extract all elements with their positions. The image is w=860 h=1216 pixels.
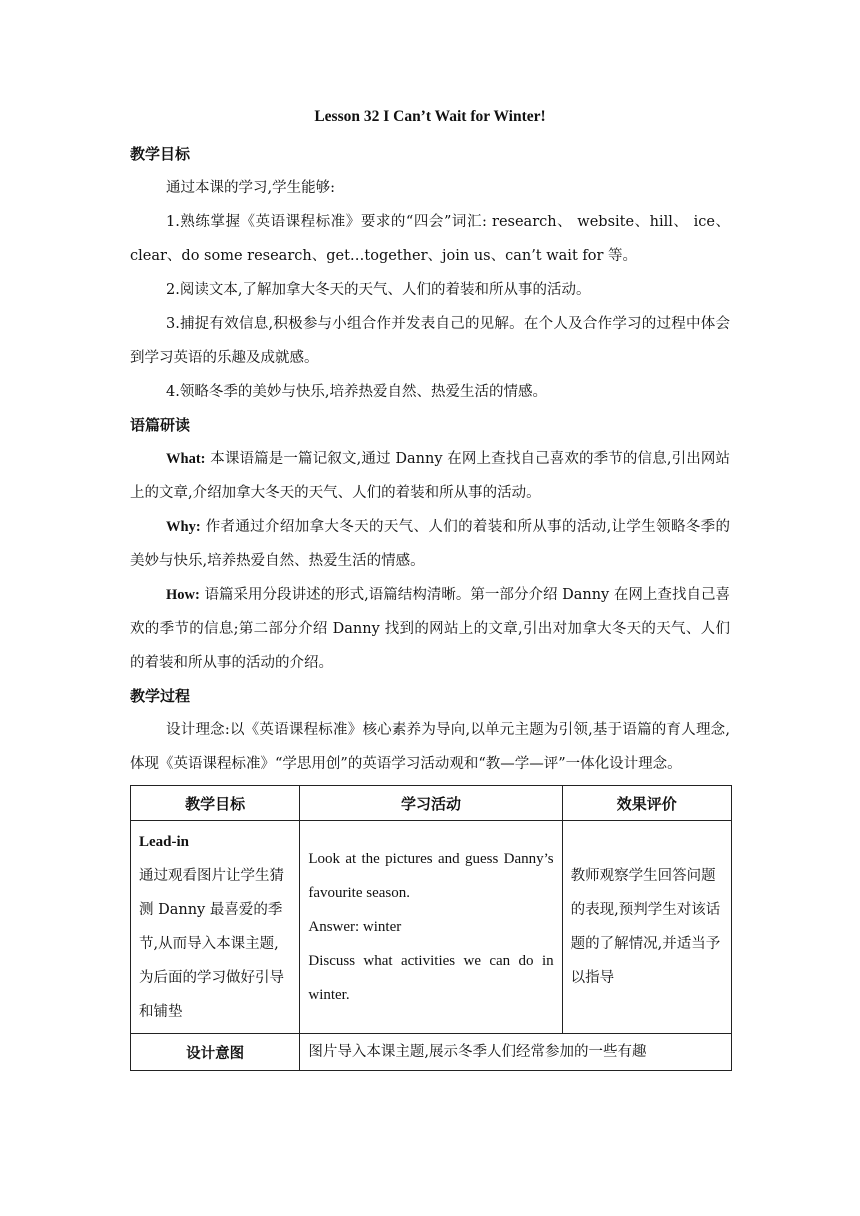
row1-goal-text: 通过观看图片让学生猜测 Danny 最喜爱的季节,从而导入本课主题,为后面的学习做好引导和铺垫 (139, 868, 284, 1020)
analysis-how (130, 578, 730, 680)
section-heading-process: 教学过程 (130, 687, 191, 705)
design-concept: 设计理念:以《英语课程标准》核心素养为导向,以单元主题为引领,基于语篇的育人理念,体现《英语课程标准》“学思用创”的英语学习活动观和“教—学—评”一体化设计理念。 (130, 722, 730, 772)
row1-activity-1: Look at the pictures and guess Danny’s favourite season. (308, 851, 554, 901)
how-label: How: (166, 587, 200, 603)
goals-intro: 通过本课的学习,学生能够: (166, 180, 335, 196)
row1-evaluation-cell (562, 821, 731, 1034)
what-text: 本课语篇是一篇记叙文,通过 Danny 在网上查找自己喜欢的季节的信息,引出网站上的文章,介绍加拿大冬天的天气、人们的着装和所从事的活动。 (130, 451, 730, 501)
row1-goal-title: Lead-in (139, 834, 190, 850)
section-heading-analysis: 语篇研读 (130, 416, 191, 434)
analysis-what (130, 442, 730, 510)
what-label: What: (166, 451, 206, 467)
row1-activity-cell (300, 821, 562, 1034)
goal-item-2: 2.阅读文本,了解加拿大冬天的天气、人们的着装和所从事的活动。 (166, 282, 591, 298)
row2-text: 图片导入本课主题,展示冬季人们经常参加的一些有趣 (300, 1034, 732, 1071)
lesson-plan-table (130, 785, 732, 1071)
table-row (131, 821, 732, 1034)
analysis-why (130, 510, 730, 578)
row2-label: 设计意图 (131, 1034, 300, 1071)
section-heading-goals: 教学目标 (130, 145, 191, 163)
why-text: 作者通过介绍加拿大冬天的天气、人们的着装和所从事的活动,让学生领略冬季的美妙与快乐,培养热爱自然、热爱生活的情感。 (130, 519, 730, 569)
header-goals: 教学目标 (131, 786, 300, 821)
row1-goal-cell (131, 821, 300, 1034)
table-header-row (131, 786, 732, 821)
document-content (130, 106, 730, 1071)
table-row (131, 1034, 732, 1071)
goal-item-1: 1.熟练掌握《英语课程标准》要求的“四会”词汇: research、 website、hill、 ice、clear、do some research、get…together、join us、can’t wait for 等。 (130, 214, 730, 264)
header-activities: 学习活动 (300, 786, 562, 821)
goal-item-3: 3.捕捉有效信息,积极参与小组合作并发表自己的见解。在个人及合作学习的过程中体会到学习英语的乐趣及成就感。 (130, 316, 730, 366)
lesson-title: Lesson 32 I Can’t Wait for Winter! (314, 108, 546, 125)
row1-evaluation: 教师观察学生回答问题的表现,预判学生对该话题的了解情况,并适当予以指导 (570, 868, 721, 986)
why-label: Why: (166, 519, 201, 535)
row1-activity-2: Answer: winter (308, 919, 402, 935)
header-evaluation: 效果评价 (562, 786, 731, 821)
goal-item-4: 4.领略冬季的美妙与快乐,培养热爱自然、热爱生活的情感。 (166, 384, 547, 400)
how-text: 语篇采用分段讲述的形式,语篇结构清晰。第一部分介绍 Danny 在网上查找自己喜欢的季节的信息;第二部分介绍 Danny 找到的网站上的文章,引出对加拿大冬天的天气、人们的着装和所从事的活动的介绍。 (130, 587, 730, 671)
row1-activity-3: Discuss what activities we can do in winter. (308, 953, 554, 1003)
